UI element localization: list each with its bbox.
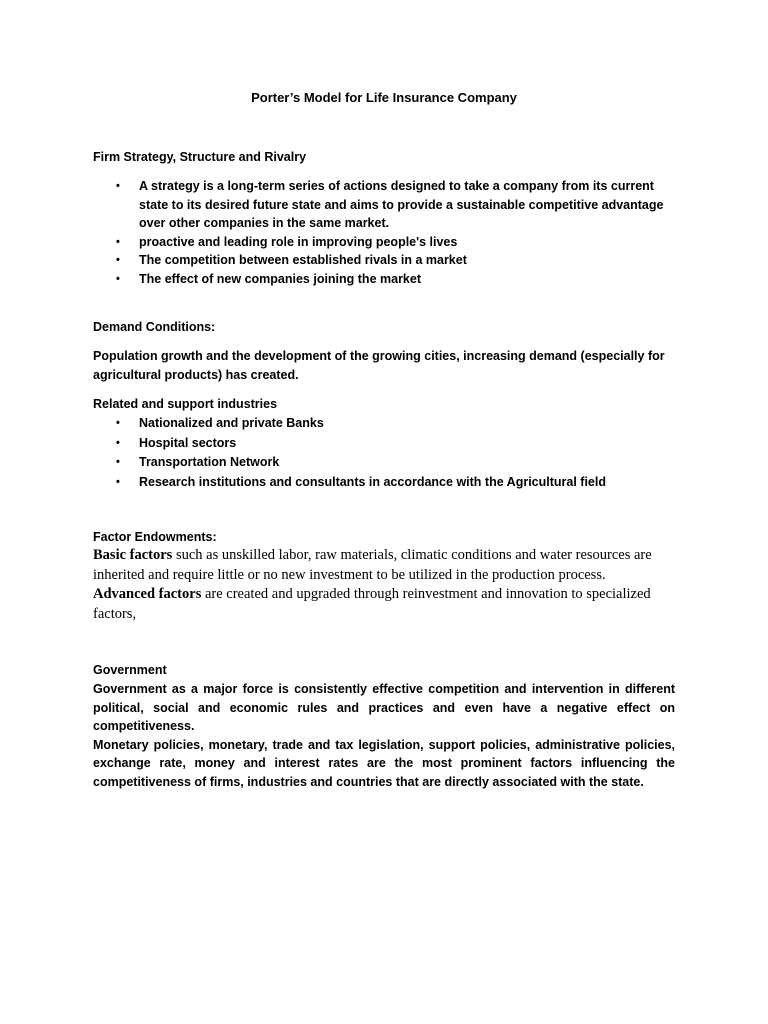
advanced-factors-text: are created and upgraded through reinvestment and innovation to specialized factors, xyxy=(93,586,651,622)
list-item-text: Research institutions and consultants in accordance with the Agricultural field xyxy=(139,474,606,489)
bullet-glyph: • xyxy=(116,180,120,192)
list-item-text: proactive and leading role in improving people's lives xyxy=(139,234,458,249)
list-item xyxy=(93,177,675,233)
list-item-text: Nationalized and private Banks xyxy=(139,416,324,430)
factor-heading: Factor Endowments: xyxy=(93,530,217,544)
list-item-text: The effect of new companies joining the market xyxy=(139,271,421,286)
government-paragraph-2: Monetary policies, monetary, trade and tax legislation, support policies, administrative policies, exchange rate, money and interest rates are the most prominent factors influencing the competitiveness of firms, industries and countries that are directly associated with the state. xyxy=(93,737,675,789)
bullet-glyph: • xyxy=(116,475,120,488)
list-item xyxy=(93,270,675,289)
list-item-text: The competition between established rivals in a market xyxy=(139,253,467,267)
related-section xyxy=(93,395,675,413)
related-list xyxy=(93,414,675,492)
list-item-text: A strategy is a long-term series of actions designed to take a company from its current state to its desired future state and aims to provide a sustainable competitive advantage over other companies in the same market. xyxy=(139,179,664,230)
basic-factors-paragraph xyxy=(93,546,673,585)
factor-section xyxy=(93,528,675,546)
demand-paragraph: Population growth and the development of the growing cities, increasing demand (especially for agricultural products) has created. xyxy=(93,349,665,382)
related-list-wrap xyxy=(93,414,675,492)
advanced-factors-term: Advanced factors xyxy=(93,586,202,602)
advanced-factors-paragraph xyxy=(93,585,673,624)
bullet-glyph: • xyxy=(116,417,120,429)
list-item xyxy=(93,233,675,252)
demand-section xyxy=(93,318,675,336)
list-item-text: Hospital sectors xyxy=(139,435,237,450)
list-item xyxy=(93,453,675,473)
bullet-glyph: • xyxy=(116,436,120,449)
firm-strategy-list-wrap xyxy=(93,177,675,288)
factor-text-wrap xyxy=(93,546,673,624)
list-item xyxy=(93,251,675,270)
list-item xyxy=(93,434,675,454)
bullet-glyph: • xyxy=(116,456,120,468)
demand-paragraph-wrap xyxy=(93,347,675,385)
list-item xyxy=(93,414,675,434)
list-item xyxy=(93,473,675,493)
bullet-glyph: • xyxy=(116,272,120,285)
firm-strategy-list xyxy=(93,177,675,288)
related-heading: Related and support industries xyxy=(93,397,278,411)
document-title: Porter’s Model for Life Insurance Company xyxy=(251,90,517,105)
firm-strategy-section xyxy=(93,148,675,166)
government-heading: Government xyxy=(93,663,167,677)
firm-strategy-heading: Firm Strategy, Structure and Rivalry xyxy=(93,150,307,164)
basic-factors-text: such as unskilled labor, raw materials, climatic conditions and water resources are inherited and require little or no new investment to be utilized in the production process. xyxy=(93,547,652,583)
list-item-text: Transportation Network xyxy=(139,455,280,469)
basic-factors-term: Basic factors xyxy=(93,547,173,563)
bullet-glyph: • xyxy=(116,235,120,248)
government-text-wrap xyxy=(93,680,675,791)
government-paragraph-1: Government as a major force is consistently effective competition and intervention in different political, social and economic rules and practices and even have a negative effect on competitiveness. xyxy=(93,682,675,733)
bullet-glyph: • xyxy=(116,254,120,266)
demand-heading: Demand Conditions: xyxy=(93,320,216,334)
government-section xyxy=(93,661,675,679)
